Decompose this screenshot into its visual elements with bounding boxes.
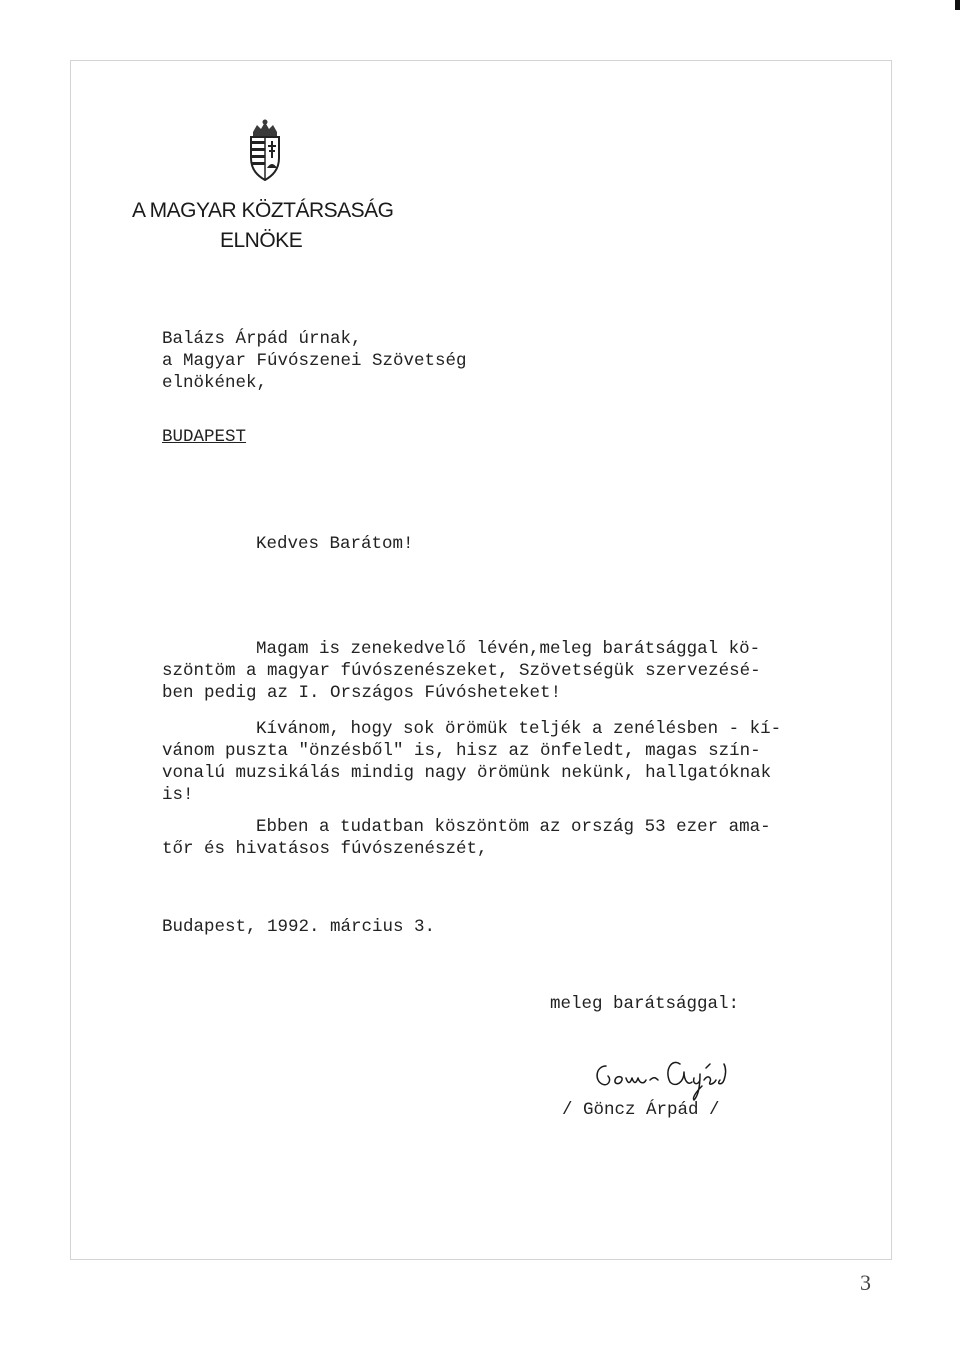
paragraph-line: tőr és hivatásos fúvószenészét, [162,839,488,859]
letterhead-line1: A MAGYAR KÖZTÁRSASÁG [132,199,394,222]
paragraph-line: vonalú muzsikálás mindig nagy örömünk nekünk, hallgatóknak [162,763,772,783]
recipient-city: BUDAPEST [162,427,247,447]
corner-mark [955,0,960,10]
body-paragraph [162,718,781,806]
letterhead [132,196,394,256]
body-paragraph [162,638,761,704]
closing-phrase: meleg barátsággal: [550,994,740,1014]
page-number: 3 [860,1270,871,1295]
paragraph-line: szöntöm a magyar fúvószenészeket, Szövetségük szervezésé- [162,661,761,681]
recipient-line: elnökének, [162,373,268,393]
paragraph-line: Magam is zenekedvelő lévén,meleg barátsággal kö- [256,639,761,659]
salutation: Kedves Barátom! [256,534,414,554]
letterhead-line2: ELNÖKE [220,229,303,252]
paragraph-line: ben pedig az I. Országos Fúvósheteket! [162,683,562,703]
signer-name: / Göncz Árpád / [562,1100,720,1120]
paragraph-line: vánom puszta "önzésből" is, hisz az önfeledt, magas szín- [162,741,761,761]
paragraph-line: is! [162,785,194,805]
recipient-line: a Magyar Fúvószenei Szövetség [162,351,467,371]
recipient-address [162,328,467,394]
coat-of-arms-icon [244,118,286,182]
paragraph-line: Ebben a tudatban köszöntöm az ország 53 ezer ama- [256,817,771,837]
body-paragraph [162,816,771,860]
letter-date: Budapest, 1992. március 3. [162,917,436,937]
paragraph-line: Kívánom, hogy sok örömük teljék a zenélésben - kí- [256,719,782,739]
recipient-line: Balázs Árpád úrnak, [162,329,362,349]
